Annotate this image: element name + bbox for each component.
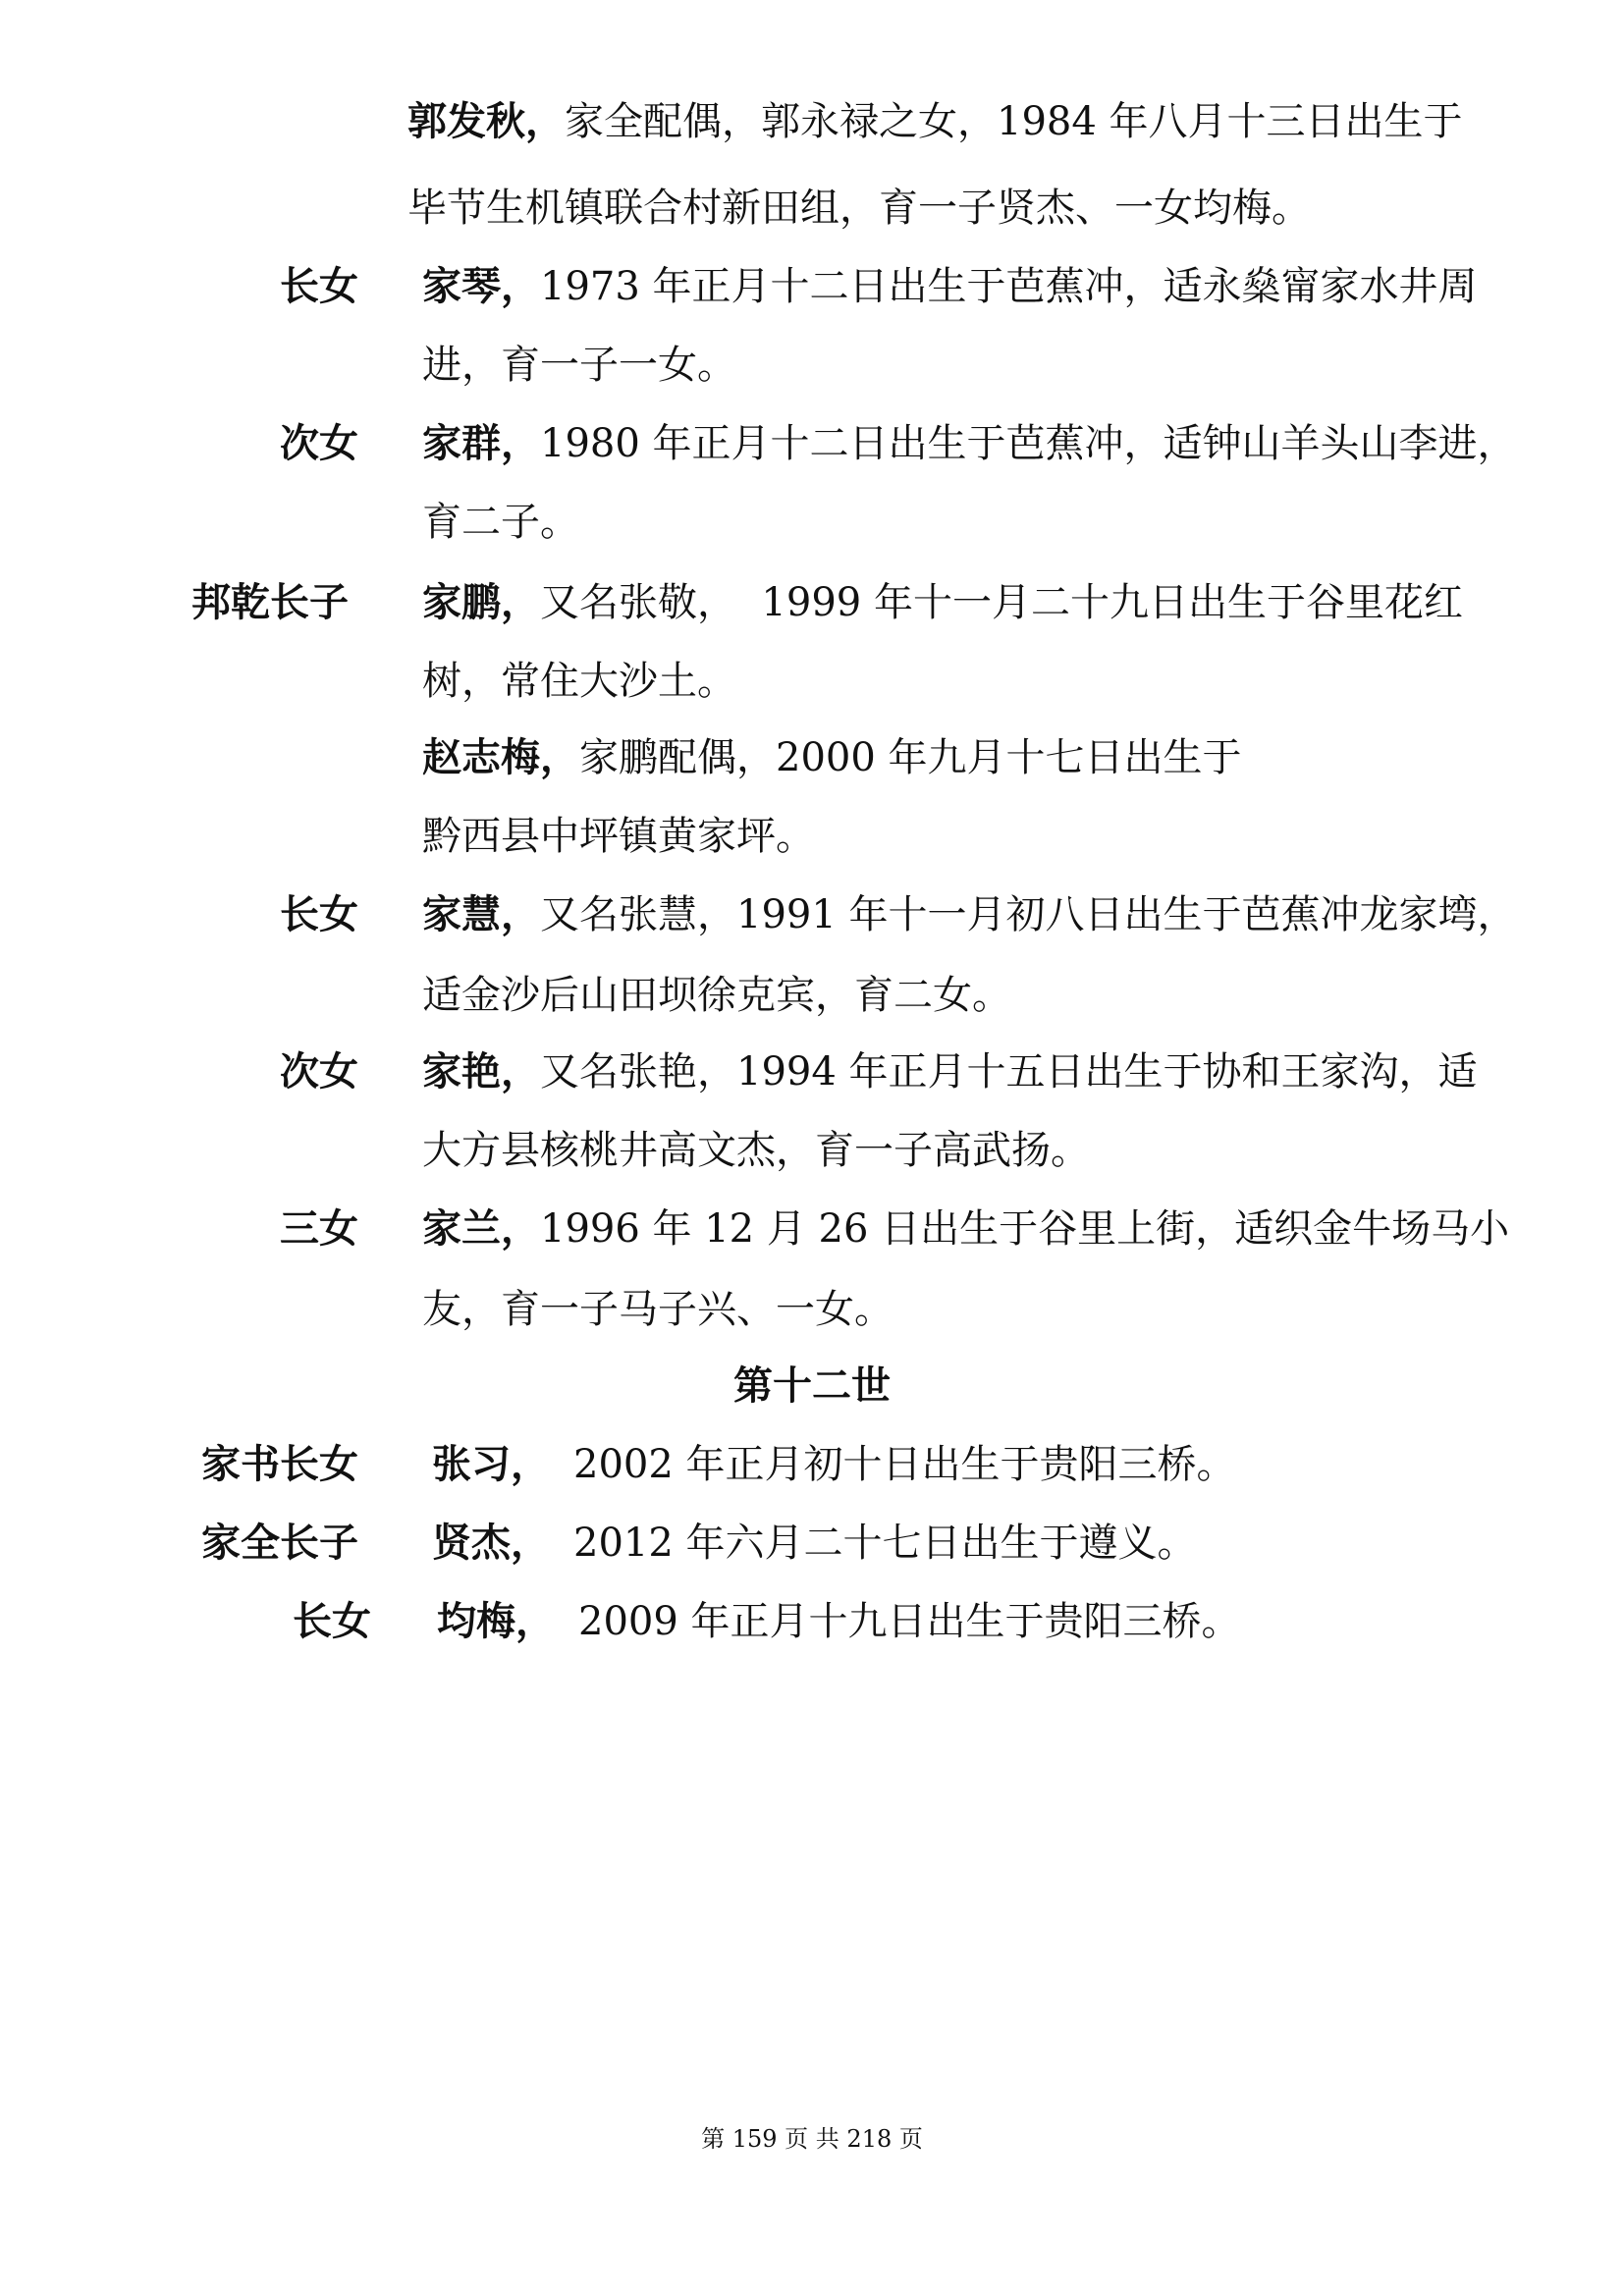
entry-text: 又名张慧，1991 年十一月初八日出生于芭蕉冲龙家塆， — [540, 892, 1517, 937]
entry-text: 毕节生机镇联合村新田组，育一子贤杰、一女均梅。 — [407, 186, 1311, 231]
relation-label: 长女 — [293, 1598, 371, 1644]
entry-line — [422, 1286, 893, 1333]
entry-text: 又名张艳，1994 年正月十五日出生于协和王家沟，适 — [540, 1049, 1478, 1095]
entry-text: 2012 年六月二十七日出生于遵义。 — [573, 1521, 1197, 1566]
entry-line — [422, 1048, 1478, 1095]
entry-text: 2002 年正月初十日出生于贵阳三桥。 — [573, 1442, 1236, 1487]
entry-line — [432, 1441, 1236, 1488]
person-name: 赵志梅， — [422, 734, 579, 780]
entry-line — [407, 185, 1311, 232]
person-name: 家艳， — [422, 1048, 540, 1095]
entry-text: 进，育一子一女。 — [422, 343, 736, 388]
entry-line — [422, 420, 1517, 467]
entry-line — [407, 98, 1463, 145]
entry-text: 友，育一子马子兴、一女。 — [422, 1287, 893, 1332]
relation-label: 次女 — [280, 420, 358, 466]
relation-label: 次女 — [280, 1048, 358, 1095]
entry-line — [422, 1127, 1090, 1174]
relation-label: 邦乾长子 — [191, 579, 349, 625]
person-name: 家兰， — [422, 1205, 540, 1252]
entry-line — [422, 263, 1478, 310]
entry-text: 育二子。 — [422, 500, 579, 545]
person-name: 郭发秋， — [407, 98, 565, 144]
relation-label: 家全长子 — [201, 1520, 358, 1566]
entry-text: 树，常住大沙土。 — [422, 659, 736, 704]
person-name: 贤杰， — [432, 1520, 550, 1566]
person-name: 家琴， — [422, 263, 540, 309]
entry-line — [422, 579, 1463, 626]
entry-line — [422, 813, 815, 860]
entry-text: 大方县核桃井高文杰，育一子高武扬。 — [422, 1128, 1090, 1173]
entry-line — [422, 499, 579, 546]
entry-line — [422, 972, 1011, 1019]
entry-text: 家鹏配偶，2000 年九月十七日出生于 — [579, 735, 1242, 780]
entry-line — [422, 891, 1517, 938]
page-footer: 第 159 页 共 218 页 — [701, 2125, 923, 2153]
relation-label: 家书长女 — [201, 1441, 358, 1487]
person-name: 家群， — [422, 420, 540, 466]
entry-text: 家全配偶，郭永禄之女，1984 年八月十三日出生于 — [565, 99, 1463, 144]
entry-line — [422, 1205, 1509, 1253]
person-name: 家鹏， — [422, 579, 540, 625]
entry-text: 2009 年正月十九日出生于贵阳三桥。 — [578, 1599, 1241, 1644]
relation-label: 长女 — [280, 891, 358, 937]
entry-text: 1973 年正月十二日出生于芭蕉冲，适永燊甯家水井周 — [540, 264, 1478, 309]
entry-line — [437, 1598, 1241, 1645]
relation-label: 三女 — [280, 1205, 358, 1252]
entry-text: 又名张敬， 1999 年十一月二十九日出生于谷里花红 — [540, 580, 1463, 625]
person-name: 张习， — [432, 1441, 550, 1487]
entry-text: 适金沙后山田坝徐克宾，育二女。 — [422, 973, 1011, 1018]
entry-line — [422, 734, 1242, 781]
entry-line — [422, 658, 736, 705]
entry-line — [422, 342, 736, 389]
person-name: 均梅， — [437, 1598, 555, 1644]
relation-label: 长女 — [280, 263, 358, 309]
entry-line — [432, 1520, 1197, 1567]
entry-text: 1996 年 12 月 26 日出生于谷里上街，适织金牛场马小 — [540, 1206, 1510, 1252]
generation-title: 第十二世 — [733, 1362, 891, 1409]
person-name: 家慧， — [422, 891, 540, 937]
entry-text: 1980 年正月十二日出生于芭蕉冲，适钟山羊头山李进， — [540, 421, 1517, 466]
entry-text: 黔西县中坪镇黄家坪。 — [422, 814, 815, 859]
